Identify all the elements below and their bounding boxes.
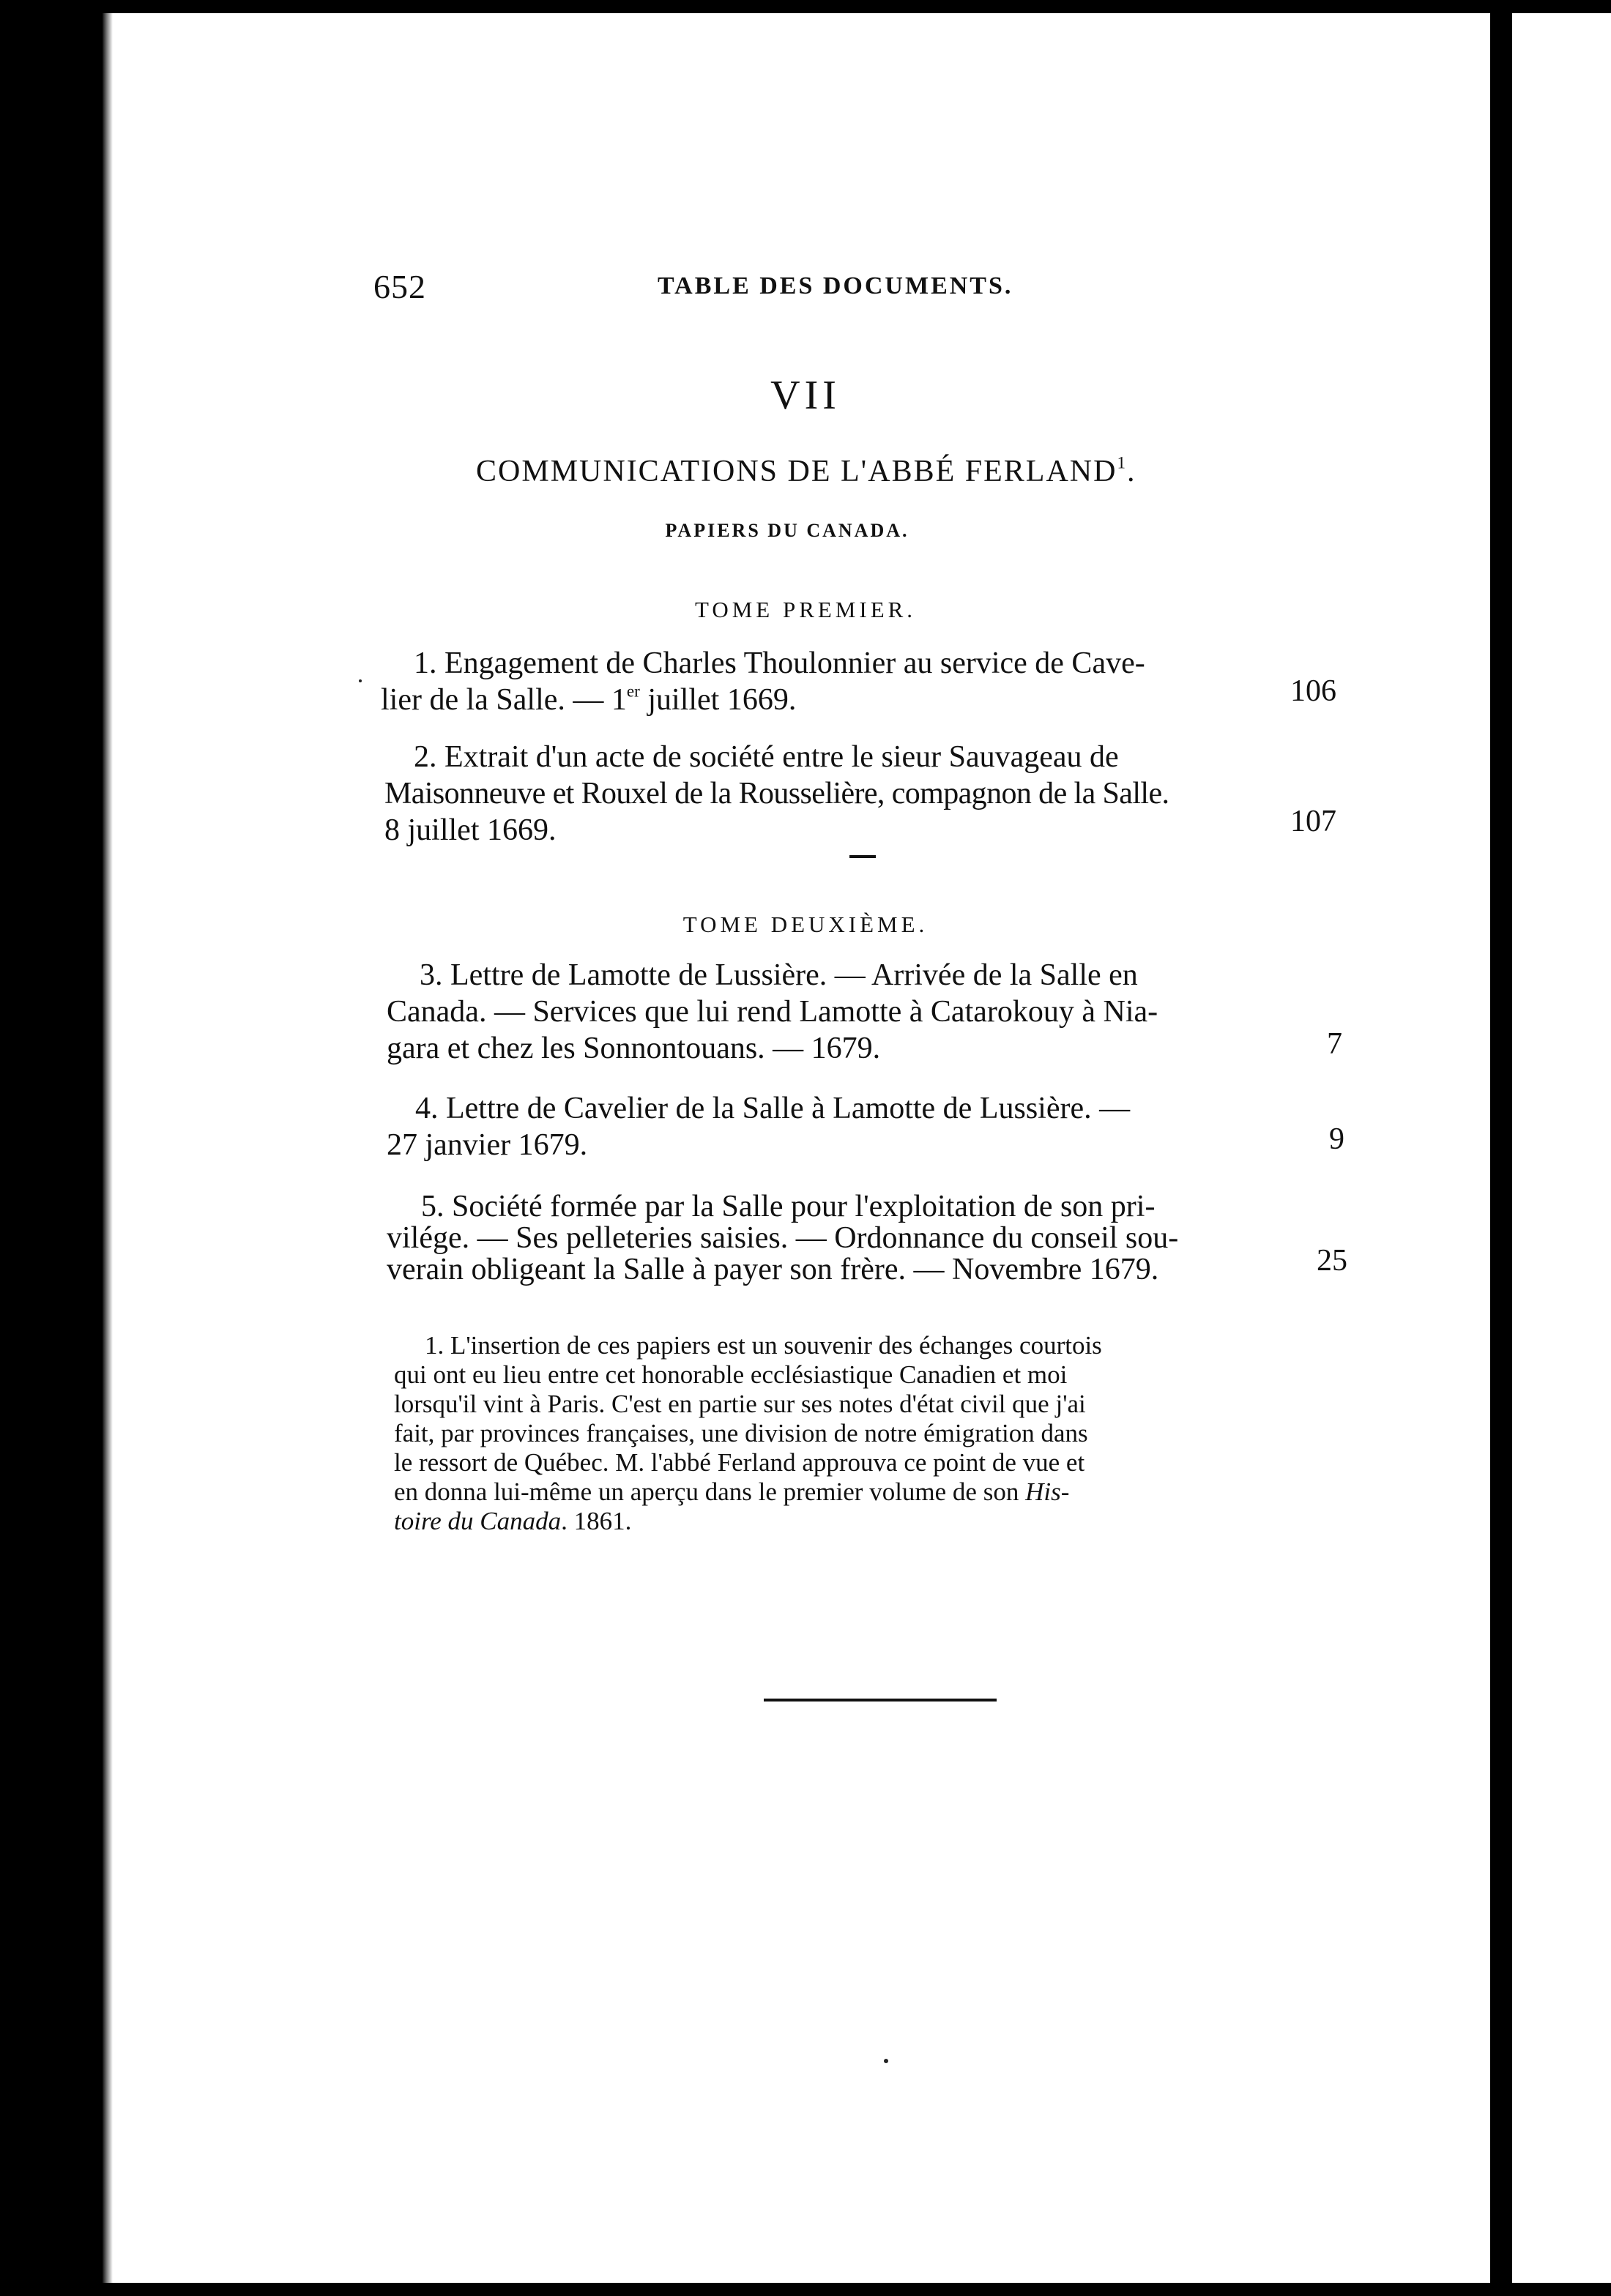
entry-line [381, 682, 796, 718]
footnote-ref: 1 [1117, 452, 1127, 472]
page-reference: 106 [1290, 674, 1336, 708]
entry-line: verain obligeant la Salle à payer son frère. — Novembre 1679. [387, 1253, 1159, 1286]
footnote-line: le ressort de Québec. M. l'abbé Ferland approuva ce point de vue et [394, 1448, 1085, 1477]
entry-text: juillet 1669. [639, 683, 797, 717]
section-title-text: COMMUNICATIONS DE L'ABBÉ FERLAND [476, 455, 1117, 488]
scan-speck [359, 679, 362, 682]
footnote-line: 1. L'insertion de ces papiers est un souvenir des échanges courtois [425, 1331, 1102, 1360]
section-subtitle: PAPIERS DU CANADA. [665, 520, 909, 541]
end-rule [764, 1699, 997, 1702]
footnote-line: fait, par provinces françaises, une division de notre émigration dans [394, 1419, 1088, 1447]
footnote-line [394, 1477, 1069, 1506]
page-reference: 25 [1317, 1244, 1347, 1278]
page-number: 652 [373, 268, 426, 305]
page-left-shadow [103, 13, 113, 2283]
section-title [476, 454, 1136, 489]
scan-speck [884, 2059, 888, 2063]
entry-line: vilége. — Ses pelleteries saisies. — Ordonnance du conseil sou- [387, 1221, 1179, 1255]
entry-line: 5. Société formée par la Salle pour l'exploitation de son pri- [421, 1190, 1156, 1223]
section-number: VII [770, 373, 841, 418]
entry-line: gara et chez les Sonnontouans. — 1679. [387, 1032, 881, 1065]
entry-line: Canada. — Services que lui rend Lamotte à Catarokouy à Nia- [387, 995, 1158, 1029]
footnote-text: . 1861. [561, 1507, 632, 1535]
entry-text: lier de la Salle. — 1 [381, 683, 627, 717]
book-title-italic: His- [1025, 1477, 1070, 1506]
page-reference: 7 [1327, 1027, 1342, 1061]
tome-title: TOME PREMIER. [694, 597, 917, 622]
entry-line: Maisonneuve et Rouxel de la Rousselière, compagnon de la Salle. [384, 777, 1169, 810]
tome-title: TOME DEUXIÈME. [682, 912, 929, 937]
entry-line: 8 juillet 1669. [384, 813, 557, 847]
book-page [103, 13, 1490, 2283]
page-reference: 107 [1290, 805, 1336, 838]
footnote-line: qui ont eu lieu entre cet honorable ecclésiastique Canadien et moi [394, 1360, 1068, 1389]
footnote-line [394, 1507, 631, 1535]
separator-dash [849, 855, 876, 858]
entry-line: 1. Engagement de Charles Thoulonnier au service de Cave- [414, 646, 1145, 680]
footnote-text: en donna lui-même un aperçu dans le premier volume de son [394, 1477, 1026, 1506]
entry-line: 3. Lettre de Lamotte de Lussière. — Arrivée de la Salle en [420, 958, 1138, 992]
book-title-italic: toire du Canada [394, 1507, 562, 1535]
adjacent-page-edge [1512, 13, 1611, 2283]
scan-gutter [1490, 0, 1512, 2296]
entry-line: 27 janvier 1679. [387, 1128, 588, 1162]
page-reference: 9 [1329, 1122, 1344, 1156]
entry-line: 4. Lettre de Cavelier de la Salle à Lamotte de Lussière. — [415, 1092, 1131, 1125]
footnote-line: lorsqu'il vint à Paris. C'est en partie sur ses notes d'état civil que j'ai [394, 1390, 1086, 1418]
entry-line: 2. Extrait d'un acte de société entre le sieur Sauvageau de [414, 740, 1119, 774]
section-title-end: . [1126, 455, 1136, 488]
ordinal-superscript: er [626, 681, 640, 701]
running-head: TABLE DES DOCUMENTS. [658, 272, 1013, 299]
